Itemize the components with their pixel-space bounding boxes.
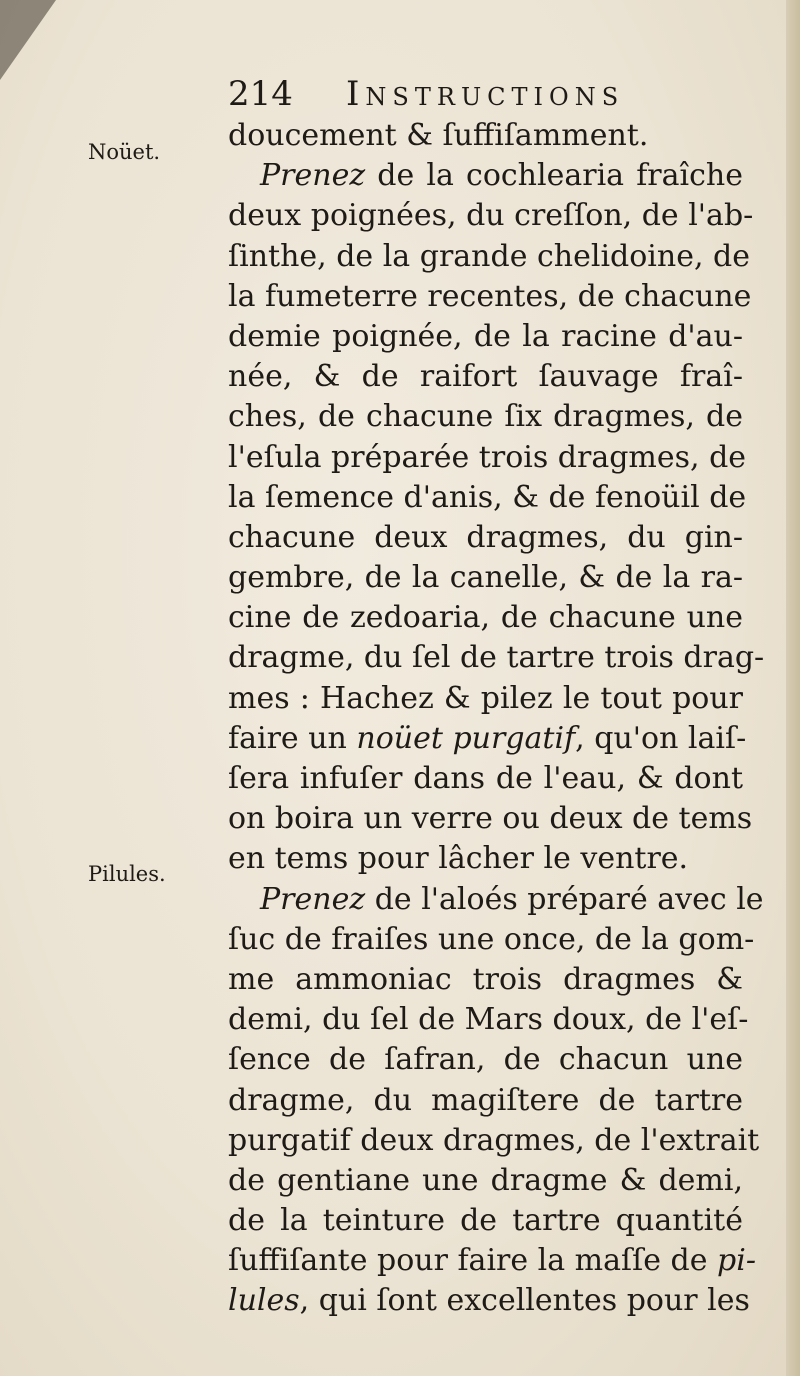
text-segment: ſence de ſafran, de chacun une: [228, 1042, 743, 1078]
text-line: [228, 960, 743, 1000]
text-line: [228, 1000, 749, 1040]
text-line: [228, 1201, 743, 1241]
text-segment: Prenez: [260, 158, 366, 194]
text-segment: ches, de chacune ſix dragmes, de: [228, 399, 743, 435]
text-segment: ſinthe, de la grande chelidoine, de: [228, 238, 751, 274]
text-segment: Prenez: [260, 881, 366, 917]
text-line: [228, 759, 743, 799]
text-line: [228, 679, 743, 719]
text-line: [228, 438, 747, 478]
text-segment: ſuffiſante pour faire la maſſe de: [228, 1243, 718, 1279]
text-segment: de la teinture de tartre quantité: [228, 1203, 743, 1239]
text-segment: faire un: [228, 720, 357, 756]
text-segment: demi, du ſel de Mars doux, de l'eſ-: [228, 1002, 749, 1038]
text-segment: de l'aloés préparé avec le: [365, 881, 764, 917]
text-segment: chacune deux dragmes, du gin-: [228, 519, 743, 555]
text-line: [228, 839, 743, 879]
text-line: [228, 719, 747, 759]
text-segment: on boira un verre ou deux de tems: [228, 801, 753, 837]
text-segment: la fumeterre recentes, de chacune: [228, 278, 752, 314]
text-line: [228, 1241, 756, 1281]
text-segment: doucement & ſuffiſamment.: [228, 118, 649, 153]
text-line: [228, 799, 753, 839]
text-segment: cine de zedoaria, de chacune une: [228, 600, 743, 636]
text-line: [228, 1281, 750, 1321]
text-line: [228, 518, 743, 558]
text-segment: , qui ſont excellentes pour les: [299, 1283, 750, 1319]
text-line: [228, 1121, 760, 1161]
text-segment: , qu'on laiſ-: [575, 720, 747, 756]
text-segment: née, & de raifort ſauvage fraî-: [228, 359, 743, 395]
text-segment: l'eſula préparée trois dragmes, de: [228, 439, 747, 475]
text-segment: lules: [228, 1283, 300, 1319]
text-segment: noüet purgatif: [356, 720, 576, 756]
text-line: [228, 880, 764, 920]
text-segment: de gentiane une dragme & demi,: [228, 1162, 743, 1198]
text-line: [228, 196, 754, 236]
running-title: Instructions: [346, 74, 625, 114]
text-line: [228, 357, 743, 397]
folded-corner: [0, 0, 56, 80]
text-line: [228, 1161, 743, 1201]
margin-note-nouet: Noüet.: [88, 140, 161, 164]
text-line: [228, 116, 743, 156]
text-segment: ſera infuſer dans de l'eau, & dont: [228, 761, 743, 796]
text-segment: de la cochlearia fraîche: [365, 158, 743, 194]
body-text: [228, 116, 765, 1322]
text-segment: en tems pour lâcher le ventre.: [228, 841, 689, 877]
text-line: [228, 397, 743, 437]
text-segment: demie poignée, de la racine d'au-: [228, 318, 743, 354]
text-line: [228, 478, 747, 518]
text-segment: purgatif deux dragmes, de l'extrait: [228, 1122, 760, 1158]
page-edge: [786, 0, 800, 1376]
text-segment: deux poignées, du creſſon, de l'ab-: [228, 198, 754, 234]
text-segment: ſuc de fraiſes une once, de la gom-: [228, 921, 755, 957]
text-line: [228, 638, 765, 678]
text-segment: la ſemence d'anis, & de fenoüil de: [228, 479, 747, 515]
text-segment: mes : Hachez & pilez le tout pour: [228, 680, 743, 716]
text-line: [228, 1040, 743, 1080]
text-line: [228, 1081, 743, 1121]
running-head: [228, 74, 748, 114]
text-line: [228, 277, 752, 317]
margin-note-pilules: Pilules.: [88, 862, 166, 886]
text-segment: gembre, de la canelle, & de la ra-: [228, 560, 743, 596]
text-segment: pi-: [717, 1243, 756, 1279]
text-line: [228, 317, 743, 357]
text-line: [228, 156, 743, 196]
text-segment: dragme, du magiſtere de tartre: [228, 1082, 743, 1118]
text-line: [228, 237, 751, 277]
page-number: 214: [228, 74, 293, 114]
text-line: [228, 920, 755, 960]
text-segment: me ammoniac trois dragmes &: [228, 961, 743, 997]
text-line: [228, 558, 743, 598]
text-line: [228, 598, 743, 638]
text-segment: dragme, du ſel de tartre trois drag-: [228, 640, 765, 676]
